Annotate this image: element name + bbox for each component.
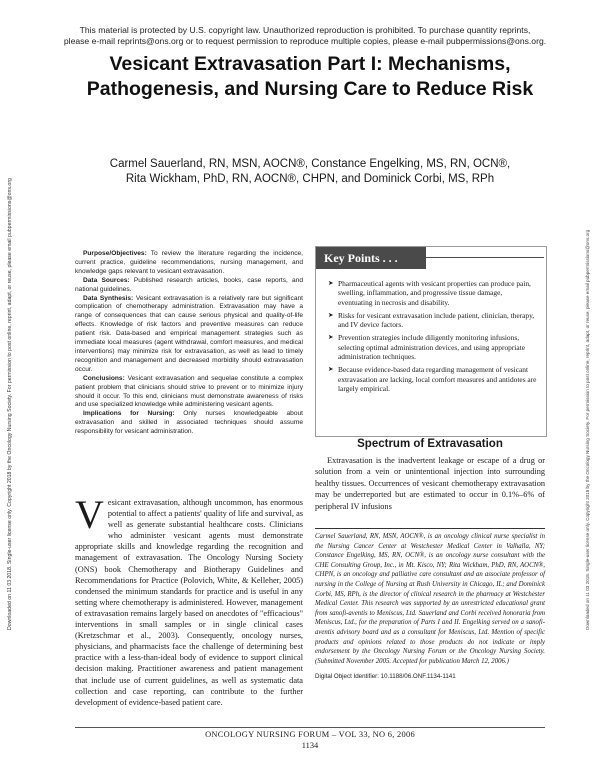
abstract-implications-label: Implications for Nursing: [83,410,175,418]
article-title-line-1: Vesicant Extravasation Part I: Mechanisms, [109,53,511,75]
abstract-sources [75,277,303,295]
article-title [40,52,580,102]
key-points-rule [426,257,544,258]
abstract-conclusions-text: Vesicant extravasation and sequelae constitute a complex patient problem that clinicians should strive to prevent or to minimize injury should it occur. To this end, clinicians must demonstrate awareness of risks and use specialized knowledge while administering vesicant agents. [75,374,303,409]
page-number: 1134 [301,741,319,750]
key-point-item: ➤ Prevention strategies include diligently monitoring infusions, selecting optimal administration devices, and using appropriate administration techniques. [328,333,538,361]
copyright-notice-line-2: please e-mail reprints@ons.org or to request permission to reproduce multiple copies, please e-mail pubpermissions@ons.org. [63,36,547,46]
author-footnote: Carmel Sauerland, RN, MSN, AOCN®, is an oncology clinical nurse specialist in the Nursing Cancer Center at Westchester Medical Center in Valhalla, NY; Constance Engelking, MS, RN, OCN®, is an oncology nurse consultant with the CHE Consulting Group, Inc., in Mt. Kisco, NY; Rita Wickham, PhD, RN, AOCN®, CHPN, is an oncology and palliative care consultant and an associate professor of nursing in the College of Nursing at Rush University in Chicago, IL; and Dominick Corbi, MS, RPh, is the director of clinical research in the pharmacy at Westchester Medical Center. This research was supported by an unrestricted educational grant from sanofi-aventis to Meniscus, Ltd. Sauerland and Corbi received honoraria from Meniscus, Ltd., for the preparation of Parts I and II. Engelking served on a sanofi-aventis advisory board and as a consultant for Meniscus, Ltd. Mention of specific products and opinions related to those products do not indicate or imply endorsement by the Oncology Nursing Forum or the Oncology Nursing Society. (Submitted November 2005. Accepted for publication March 12, 2006.) [315,533,545,665]
key-point-item: ➤ Pharmaceutical agents with vesicant properties can produce pain, swelling, inflammation, and progressive tissue damage, eventuating in necrosis and disability. [328,279,538,307]
intro-text: esicant extravasation, although uncommon, has enormous potential to affect a patients' quality of life and survival, as well as generate substantial healthcare costs. Clinicians who administer vesicant agents must demonstrate appropriate skills and knowledge regarding the recognition and management of extravasation. The Oncology Nursing Society (ONS) book Chemotherapy and Biotherapy Guidelines and Recommendations for Practice (Polovich, White, & Kelleher, 2005) condensed the minimum standards for practice and is useful in any setting where chemotherapy is administered. However, management of extravasation remains largely based on anecdotes of "efficacious" interventions in small samples or in single clinical cases (Kretzschmar et al., 2003). Consequently, oncology nurses, physicians, and pharmacists face the challenge of determining best practice with a less-than-ideal body of evidence to support clinical decision making. Practitioner awareness and patient management that include use of current guidelines, as well as systematic data collection and case reporting, can contribute to the further development of evidence-based patient care. [75,498,303,707]
doi-line: Digital Object Identifier: 10.1188/06.ONF.1134-1141 [315,673,456,680]
abstract-implications [75,410,303,437]
footer-divider [75,727,545,728]
right-margin-text: Downloaded on 11 03 2018. Single-user license only. Copyright 2018 by the Oncology Nursing Society. For permission to post online, reprint, adapt, or reuse, please email pubpermissions@ons.org [585,229,590,630]
abstract-sources-label: Data Sources: [83,276,130,284]
key-point-item: ➤ Risks for vesicant extravasation include patient, clinician, therapy, and IV device factors. [328,311,538,330]
left-margin-download-note [7,110,17,630]
author-line-2: Rita Wickham, PhD, RN, AOCN®, CHPN, and Dominick Corbi, MS, RPh [125,173,495,185]
author-line-1: Carmel Sauerland, RN, MSN, AOCN®, Constance Engelking, MS, RN, OCN®, [109,158,511,170]
key-points-box [315,246,547,437]
abstract [75,250,303,437]
abstract-synthesis [75,295,303,375]
article-title-line-2: Pathogenesis, and Nursing Care to Reduce Risk [86,78,534,100]
abstract-conclusions [75,375,303,411]
intro-paragraph [75,492,303,708]
key-points-list [328,279,538,397]
left-margin-text: Downloaded on 11 03 2018. Single-user license only. Copyright 2018 by the Oncology Nursing Society. For permission to post online, reprint, adapt, or reuse, please email pubpermissions@ons.org [7,178,13,630]
abstract-sources-text: Published research articles, books, case reports, and national guidelines. [75,276,304,293]
key-point-item: ➤ Because evidence-based data regarding management of vesicant extravasation are lacking, local comfort measures and antidotes are largely empirical. [328,365,538,393]
abstract-conclusions-label: Conclusions: [83,374,125,382]
author-list [60,157,560,187]
key-points-heading: Key Points . . . [316,247,426,269]
abstract-synthesis-label: Data Synthesis: [83,294,134,302]
spectrum-paragraph [315,455,545,512]
abstract-synthesis-text: Vesicant extravasation is a relatively rare but significant complication of chemotherapy administration. Extravasation may have a range of consequences that can cause serious physical and quality-of-life effects. Knowledge of risk factors and preventive measures can reduce patient risk. Data-based and empirical management strategies such as immediate local measures (agent withdrawal, comfort measures, and medical interventions) may minimize risk for extravasation, as well as lead to timely recognition and management and decreased morbidity should extravasation occur. [75,294,303,373]
abstract-implications-text: Only nurses knowledgeable about extravasation and skilled in associated techniques should assume responsibility for vesicant administration. [75,410,304,436]
journal-footer: ONCOLOGY NURSING FORUM – VOL 33, NO 6, 2006 [205,730,415,739]
spectrum-text: Extravasation is the inadvertent leakage or escape of a drug or solution from a vein or unintentional injection into surrounding healthy tissues. Occurrences of vesicant chemotherapy extravasation may be underreported but are estimated to occur in 0.1%–6% of peripheral IV infusions [315,456,545,511]
footnote-divider [315,528,545,529]
abstract-purpose-label: Purpose/Objectives: [83,250,147,257]
abstract-purpose [75,250,303,277]
drop-cap: V [75,492,104,537]
copyright-notice [60,25,550,47]
section-heading-spectrum: Spectrum of Extravasation [357,438,503,450]
copyright-notice-line-1: This material is protected by U.S. copyright law. Unauthorized reproduction is prohibited. To purchase quantity reprints, [79,25,531,35]
abstract-purpose-text: To review the literature regarding the incidence, current practice, guideline recommendations, nursing management, and knowledge gaps relevant to vesicant extravasation. [75,250,303,275]
body-introduction [75,492,303,708]
right-margin-download-note [585,110,595,630]
